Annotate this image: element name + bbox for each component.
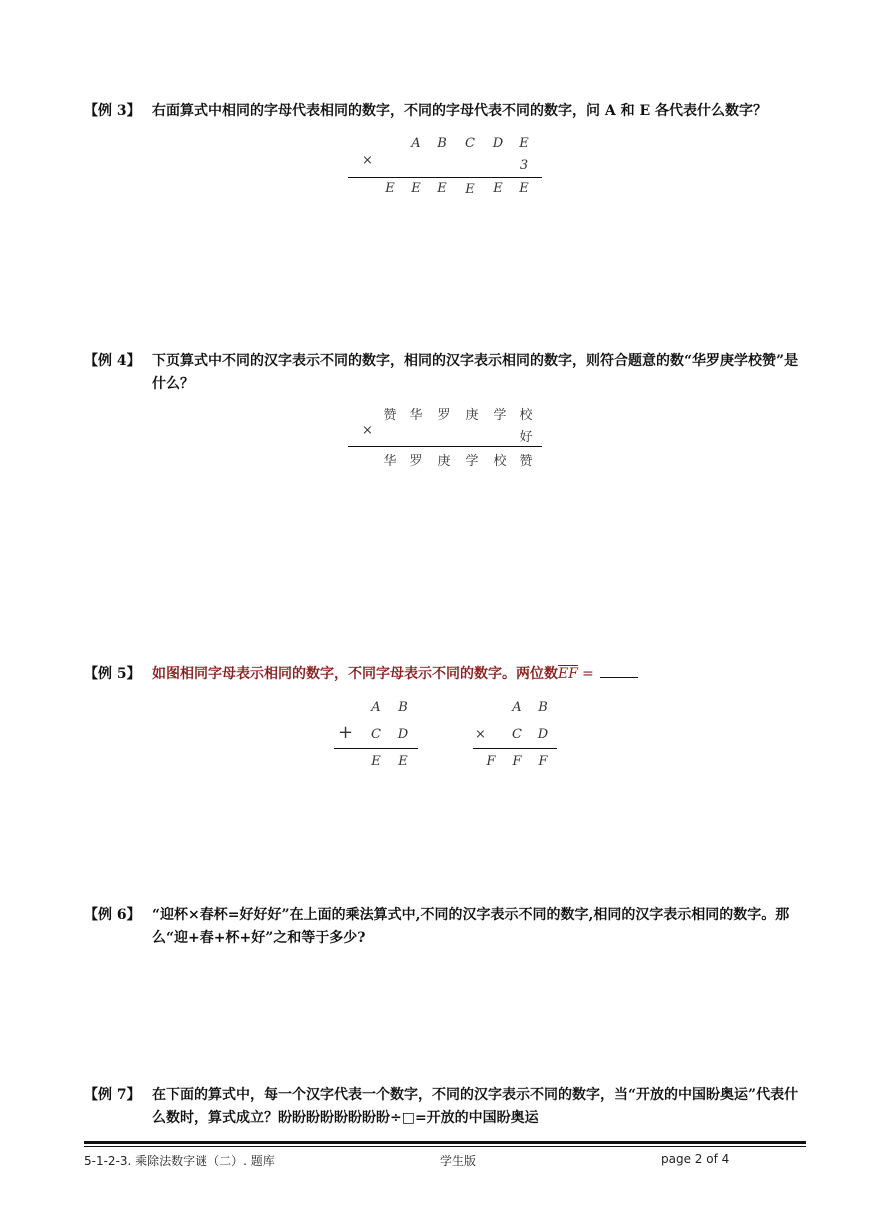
char: 赞 [519, 454, 533, 469]
digit: B [398, 700, 408, 715]
digit: E [465, 182, 475, 197]
problem-label: 【例 7】 [84, 1087, 141, 1103]
digit: C [371, 727, 381, 742]
char: 校 [519, 408, 533, 423]
problem-label: 【例 5】 [84, 666, 141, 682]
digit: E [411, 181, 421, 196]
calc-example-5-addition [334, 700, 418, 778]
char: 华 [383, 454, 397, 469]
problem-3 [84, 100, 812, 123]
char: 学 [465, 454, 479, 469]
problem-text: 在下面的算式中，每一个汉字代表一个数字，不同的汉字表示不同的数字，当“开放的中国盼奥运”代表什么数时，算式成立？盼盼盼盼盼盼盼盼÷□=开放的中国盼奥运 [152, 1087, 799, 1126]
char: 罗 [409, 454, 423, 469]
digit: E [519, 136, 529, 151]
rule-line [473, 748, 557, 749]
problem-text: “迎杯×春杯=好好好”在上面的乘法算式中,不同的汉字表示不同的数字,相同的汉字表示相同的数字。那么“迎+春+杯+好”之和等于多少? [152, 907, 790, 946]
problem-6 [84, 904, 812, 950]
digit: A [512, 700, 522, 715]
equals-sign: = [581, 666, 594, 682]
problem-label: 【例 6】 [84, 907, 141, 923]
footer-rule-thick [84, 1141, 806, 1144]
digit: F [512, 754, 522, 769]
digit: E [437, 181, 447, 196]
problem-text-body: 如图相同字母表示相同的数字，不同字母表示不同的数字。两位数 [152, 666, 558, 682]
plus-sign: + [338, 722, 354, 743]
digit: F [486, 754, 496, 769]
rule-line [334, 748, 418, 749]
rule-line [348, 177, 542, 178]
problem-text: 下页算式中不同的汉字表示不同的数字，相同的汉字表示相同的数字，则符合题意的数“华罗庚学校赞”是什么？ [152, 353, 799, 392]
char: 庚 [465, 408, 479, 423]
digit: E [519, 181, 529, 196]
char: 学 [493, 408, 507, 423]
calc-example-5-multiplication [473, 700, 557, 778]
multiply-sign: × [362, 423, 373, 438]
digit: E [398, 754, 408, 769]
problem-text [152, 663, 812, 686]
problem-label: 【例 3】 [84, 103, 141, 119]
digit: B [437, 136, 447, 151]
footer-doc-id: 5-1-2-3. 乘除法数字谜（二）. 题库 [84, 1154, 275, 1168]
digit: F [538, 754, 548, 769]
multiplier: 好 [519, 430, 533, 445]
multiply-sign: × [362, 153, 373, 168]
digit: C [512, 727, 522, 742]
problem-4 [84, 350, 812, 396]
digit: E [385, 181, 395, 196]
multiplier: 3 [519, 158, 529, 173]
calc-example-4 [348, 404, 542, 474]
digit: C [465, 136, 475, 151]
digit: D [397, 727, 409, 742]
footer-edition: 学生版 [440, 1154, 477, 1168]
problem-text: 右面算式中相同的字母代表相同的数字，不同的字母代表不同的数字，问 A 和 E 各代表什么数字？ [152, 103, 768, 119]
digit: E [493, 181, 503, 196]
problem-7 [84, 1084, 812, 1130]
char: 赞 [383, 408, 397, 423]
calc-example-3 [348, 134, 542, 204]
char: 华 [409, 408, 423, 423]
footer-page-number: page 2 of 4 [661, 1152, 730, 1166]
digit: A [371, 700, 381, 715]
problem-label: 【例 4】 [84, 353, 141, 369]
digit: B [538, 700, 548, 715]
rule-line [348, 446, 542, 447]
two-digit-number: $\overline{EF}$ [558, 666, 578, 682]
digit: E [371, 754, 381, 769]
digit: A [411, 136, 421, 151]
digit: D [492, 136, 504, 151]
char: 校 [493, 454, 507, 469]
problem-5 [84, 663, 812, 686]
footer-rule-thin [84, 1146, 806, 1147]
answer-blank [600, 663, 638, 678]
char: 罗 [437, 408, 451, 423]
digit: D [537, 727, 549, 742]
multiply-sign: × [475, 727, 486, 742]
char: 庚 [437, 454, 451, 469]
